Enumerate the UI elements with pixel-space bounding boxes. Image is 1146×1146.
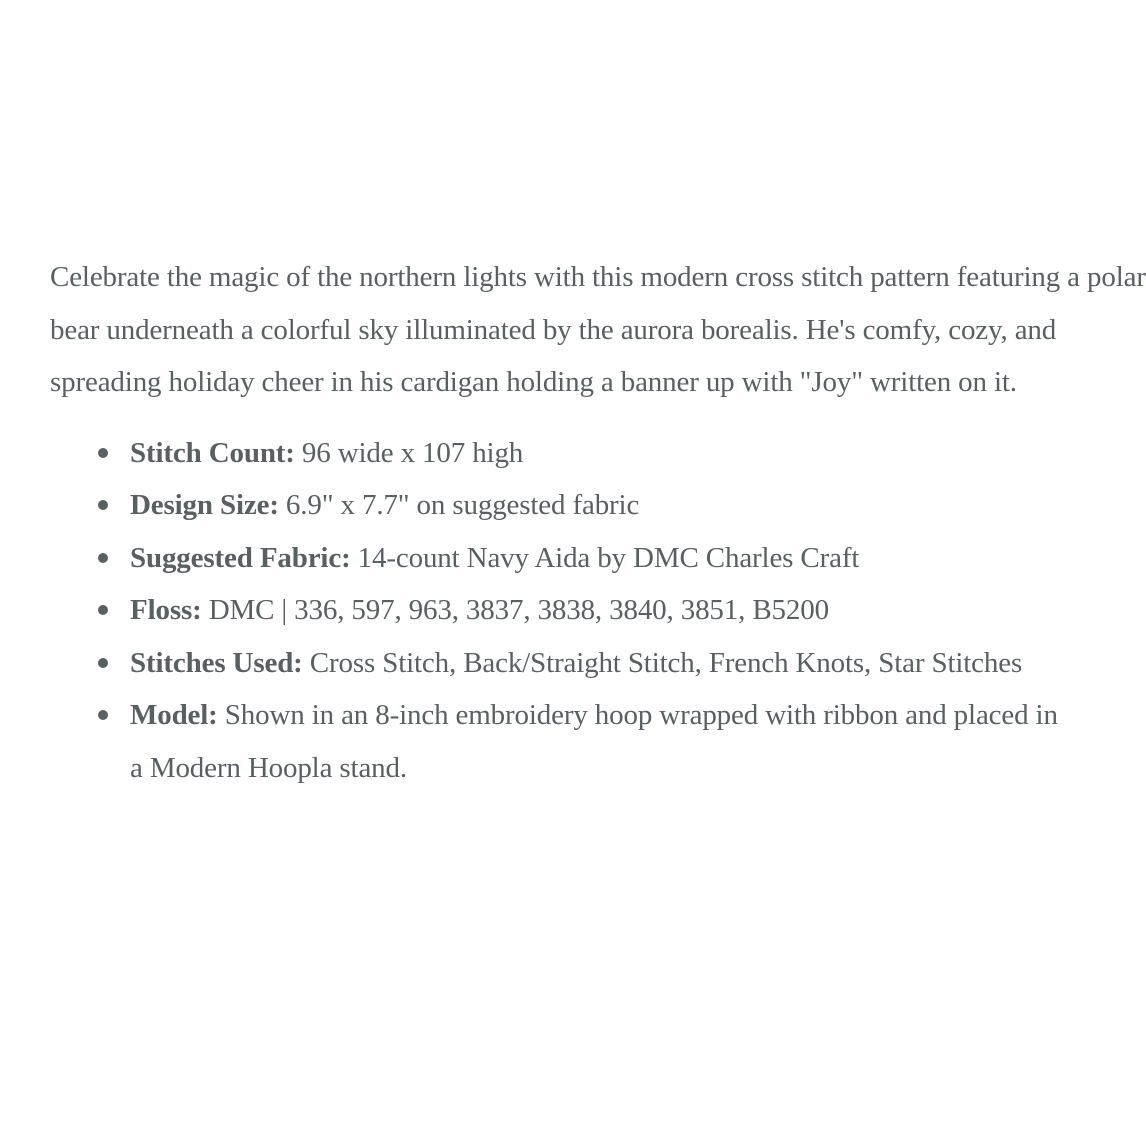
- feature-label: Stitch Count:: [130, 436, 295, 469]
- bullet-icon: [98, 448, 108, 458]
- feature-list: [50, 427, 1146, 795]
- feature-label: Model:: [130, 699, 218, 731]
- list-item: [50, 689, 1146, 794]
- bullet-icon: [98, 710, 108, 720]
- list-item: [50, 479, 1146, 532]
- feature-label: Stitches Used:: [130, 646, 303, 679]
- list-item: [50, 427, 1146, 480]
- description-intro: Celebrate the magic of the northern lights with this modern cross stitch pattern featuring a polar bear underneath a colorful sky illuminated by the aurora borealis. He's comfy, cozy, and spreading holiday cheer in his cardigan holding a banner up with "Joy" written on it.: [50, 261, 1146, 398]
- list-item: [50, 532, 1146, 585]
- list-item: [50, 584, 1146, 637]
- product-description: [50, 251, 1146, 794]
- bullet-icon: [98, 605, 108, 615]
- bullet-icon: [98, 500, 108, 510]
- feature-label: Floss:: [130, 594, 202, 626]
- bullet-icon: [98, 658, 108, 668]
- bullet-icon: [98, 553, 108, 563]
- feature-label: Suggested Fabric:: [130, 541, 351, 574]
- feature-value: Cross Stitch, Back/Straight Stitch, French Knots, Star Stitches: [302, 646, 1023, 679]
- feature-value: Shown in an 8-inch embroidery hoop wrapped with ribbon and placed in a Modern Hoopla stand.: [130, 699, 1058, 784]
- feature-value: DMC | 336, 597, 963, 3837, 3838, 3840, 3851, B5200: [201, 594, 829, 626]
- feature-value: 96 wide x 107 high: [294, 436, 524, 469]
- feature-value: 14-count Navy Aida by DMC Charles Craft: [350, 541, 860, 574]
- feature-label: Design Size:: [130, 489, 279, 521]
- feature-value: 6.9" x 7.7" on suggested fabric: [278, 489, 640, 521]
- list-item: [50, 637, 1146, 690]
